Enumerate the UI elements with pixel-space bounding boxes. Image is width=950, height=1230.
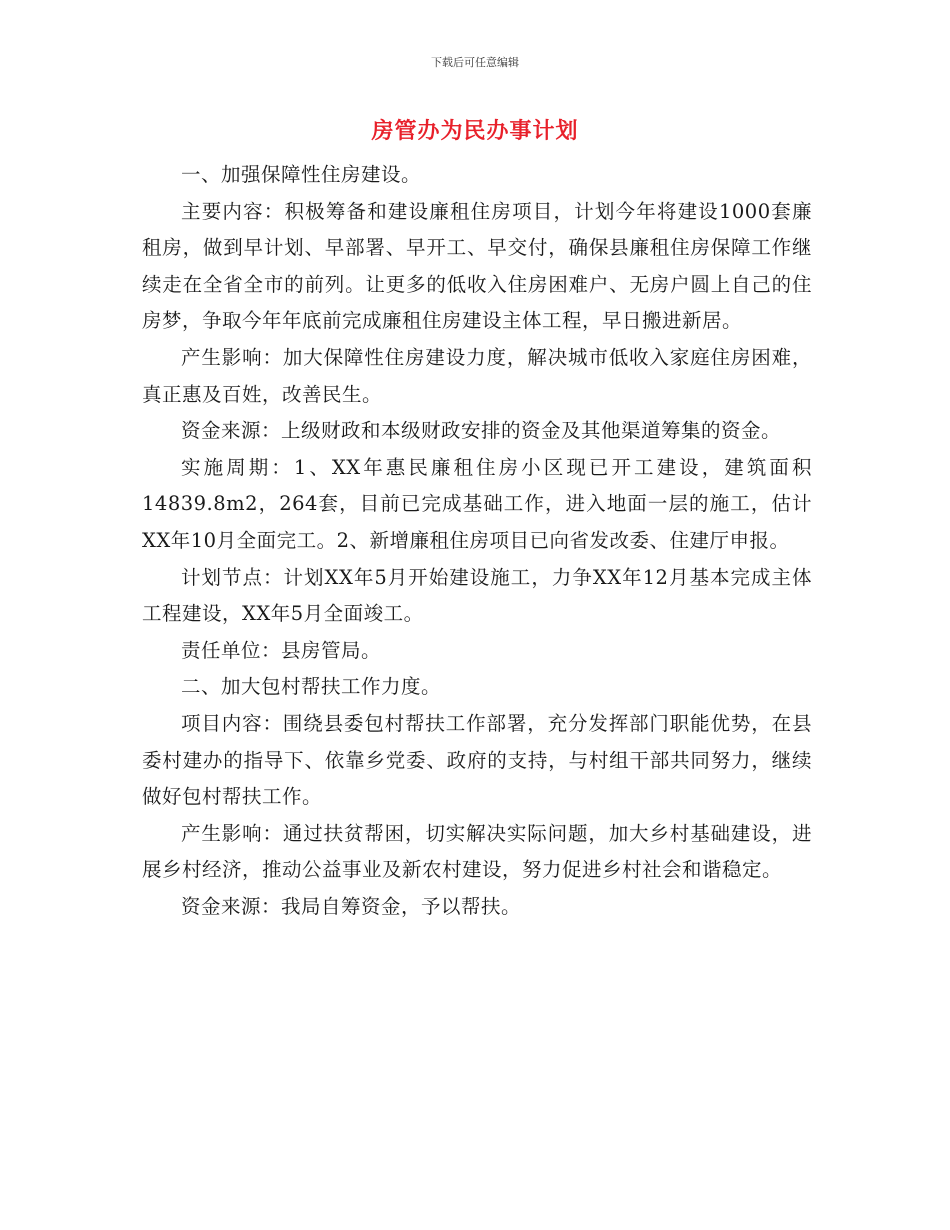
paragraph-impact-2: 产生影响：通过扶贫帮困，切实解决实际问题，加大乡村基础建设，进展乡村经济，推动公益事业及新农村建设，努力促进乡村社会和谐稳定。 [142, 821, 812, 882]
section-heading-1: 一、加强保障性住房建设。 [181, 163, 422, 186]
paragraph-impact: 产生影响：加大保障性住房建设力度，解决城市低收入家庭住房困难，真正惠及百姓，改善民生。 [142, 345, 812, 406]
paragraph-funding-2: 资金来源：我局自筹资金，予以帮扶。 [181, 894, 522, 918]
paragraph-funding: 资金来源：上级财政和本级财政安排的资金及其他渠道筹集的资金。 [181, 419, 782, 443]
document-title: 房管办为民办事计划 [371, 119, 579, 144]
header-note: 下载后可任意编辑 [431, 56, 519, 69]
paragraph-schedule: 实施周期：1、XX年惠民廉租住房小区现已开工建设，建筑面积14839.8m2，264套，目前已完成基础工作，进入地面一层的施工，估计XX年10月全面完工。2、新增廉租住房项目已向省发改委、住建厅申报。 [142, 455, 812, 552]
document-body [142, 157, 812, 925]
section-heading-2: 二、加大包村帮扶工作力度。 [181, 675, 442, 699]
paragraph-project-content: 项目内容：围绕县委包村帮扶工作部署，充分发挥部门职能优势，在县委村建办的指导下、依靠乡党委、政府的支持，与村组干部共同努力，继续做好包村帮扶工作。 [142, 711, 812, 809]
paragraph-main-content: 主要内容：积极筹备和建设廉租住房项目，计划今年将建设1000套廉租房，做到早计划、早部署、早开工、早交付，确保县廉租住房保障工作继续走在全省全市的前列。让更多的低收入住房困难户、无房户圆上自己的住房梦，争取今年年底前完成廉租住房建设主体工程，早日搬进新居。 [142, 199, 812, 333]
paragraph-responsible-unit: 责任单位：县房管局。 [181, 638, 382, 662]
paragraph-milestones: 计划节点：计划XX年5月开始建设施工，力争XX年12月基本完成主体工程建设，XX年5月全面竣工。 [142, 565, 812, 626]
